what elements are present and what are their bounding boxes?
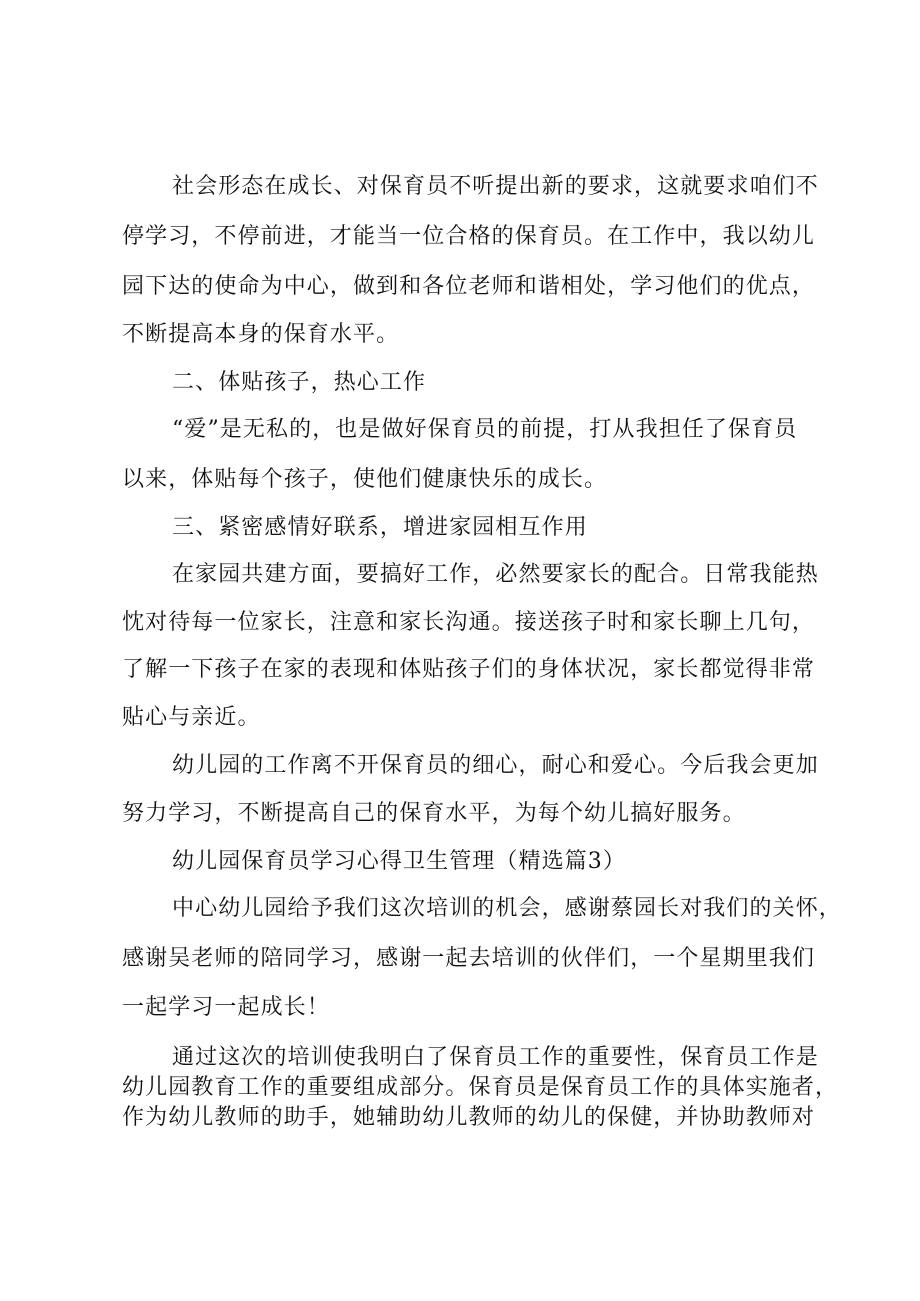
paragraph-3-line-4: 贴心与亲近。	[122, 705, 261, 730]
paragraph-3-line-2: 忱对待每一位家长，注意和家长沟通。接送孩子时和家长聊上几句，	[122, 610, 816, 635]
section-heading-3: 三、紧密感情好联系，增进家园相互作用	[172, 515, 588, 540]
paragraph-2-line-1: “爱”是无私的，也是做好保育员的前提，打从我担任了保育员	[172, 417, 798, 442]
section-heading-2: 二、体贴孩子，热心工作	[172, 370, 427, 395]
paragraph-4-line-1: 幼儿园的工作离不开保育员的细心，耐心和爱心。今后我会更加	[172, 753, 819, 778]
paragraph-2-line-2: 以来，体贴每个孩子，使他们健康快乐的成长。	[122, 467, 608, 492]
paragraph-5-line-1: 中心幼儿园给予我们这次培训的机会，感谢蔡园长对我们的关怀，	[172, 896, 842, 921]
paragraph-6-line-3: 作为幼儿教师的助手，她辅助幼儿教师的幼儿的保健，并协助教师对	[122, 1105, 816, 1130]
paragraph-5-line-2: 感谢吴老师的陪同学习，感谢一起去培训的伙伴们，一个星期里我们	[122, 946, 816, 971]
article-title: 幼儿园保育员学习心得卫生管理（精选篇3）	[172, 849, 626, 874]
paragraph-3-line-1: 在家园共建方面，要搞好工作，必然要家长的配合。日常我能热	[172, 562, 819, 587]
paragraph-4-line-2: 努力学习，不断提高自己的保育水平，为每个幼儿搞好服务。	[122, 801, 746, 826]
paragraph-6-line-1: 通过这次的培训使我明白了保育员工作的重要性，保育员工作是	[172, 1045, 819, 1070]
paragraph-3-line-3: 了解一下孩子在家的表现和体贴孩子们的身体状况，家长都觉得非常	[122, 657, 816, 682]
paragraph-1-line-4: 不断提高本身的保育水平。	[122, 322, 400, 347]
paragraph-1-line-2: 停学习，不停前进，才能当一位合格的保育员。在工作中，我以幼儿	[122, 224, 816, 249]
paragraph-1-line-1: 社会形态在成长、对保育员不听提出新的要求，这就要求咱们不	[172, 174, 819, 199]
paragraph-6-line-2: 幼儿园教育工作的重要组成部分。保育员是保育员工作的具体实施者，	[122, 1075, 839, 1100]
paragraph-5-line-3: 一起学习一起成长！	[122, 995, 330, 1020]
paragraph-1-line-3: 园下达的使命为中心，做到和各位老师和谐相处，学习他们的优点，	[122, 274, 816, 299]
